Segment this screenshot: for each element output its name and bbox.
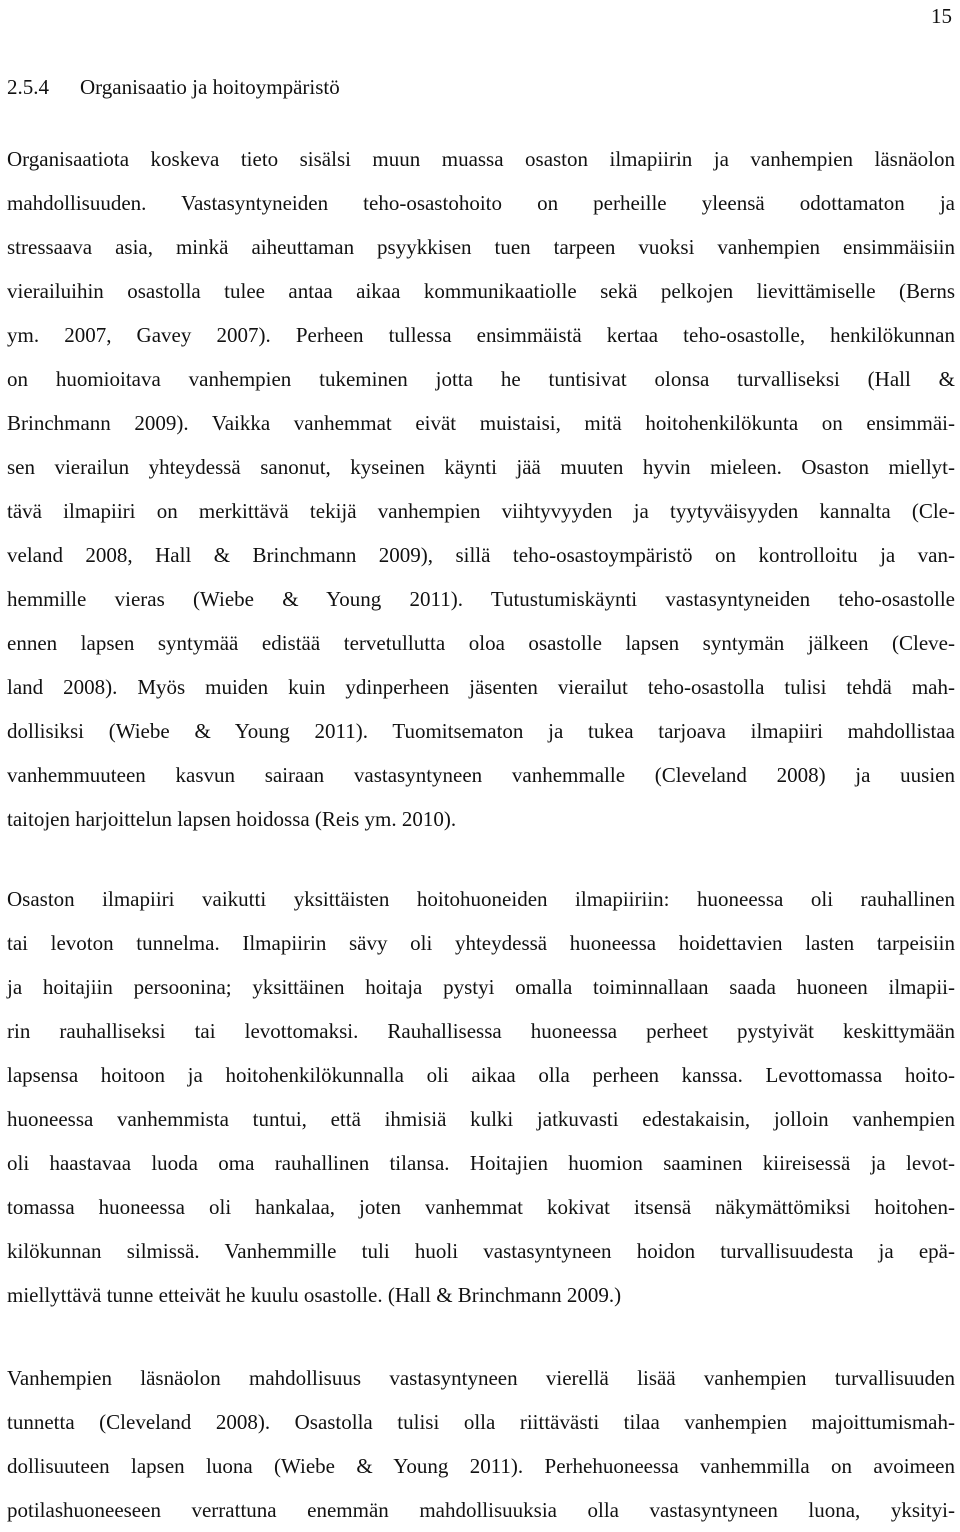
text-line: on huomioitava vanhempien tukeminen jotta he tuntisivat olonsa turvalliseksi (Hall &: [7, 367, 955, 391]
text-line: veland 2008, Hall & Brinchmann 2009), sillä teho-osastoympäristö on kontrolloitu ja van-: [7, 543, 955, 567]
section-number: 2.5.4: [7, 75, 49, 99]
text-line: miellyttävä tunne etteivät he kuulu osastolle. (Hall & Brinchmann 2009.): [7, 1283, 622, 1307]
text-line: dollisuuteen lapsen luona (Wiebe & Young 2011). Perhehuoneessa vanhemmilla on avoimeen: [7, 1454, 955, 1478]
text-line: kilökunnan silmissä. Vanhemmille tuli huoli vastasyntyneen hoidon turvallisuudesta ja epä-: [7, 1239, 955, 1263]
text-line: lapsensa hoitoon ja hoitohenkilökunnalla oli aikaa olla perheen kanssa. Levottomassa hoito-: [7, 1063, 955, 1087]
text-line: vierailuihin osastolla tulee antaa aikaa kommunikaatiolle sekä pelkojen lievittämiselle (Berns: [7, 279, 955, 303]
text-line: ja hoitajiin persoonina; yksittäinen hoitaja pystyi omalla toiminnallaan saada huoneen ilmapii-: [7, 975, 955, 999]
text-line: dollisiksi (Wiebe & Young 2011). Tuomitsematon ja tukea tarjoava ilmapiiri mahdollistaa: [7, 719, 955, 743]
paragraph-atmosphere: [7, 877, 955, 1317]
text-line: rin rauhalliseksi tai levottomaksi. Rauhallisessa huoneessa perheet pystyivät keskittymään: [7, 1019, 955, 1043]
page-number: 15: [931, 4, 952, 28]
text-line: ennen lapsen syntymää edistää tervetullutta oloa osastolle lapsen syntymän jälkeen (Cleve-: [7, 631, 955, 655]
text-line: taitojen harjoittelun lapsen hoidossa (Reis ym. 2010).: [7, 807, 457, 831]
text-line: ym. 2007, Gavey 2007). Perheen tullessa ensimmäistä kertaa teho-osastolle, henkilökunnan: [7, 323, 955, 347]
text-line: stressaava asia, minkä aiheuttaman psyykkisen tuen tarpeen vuoksi vanhempien ensimmäisiin: [7, 235, 955, 259]
text-line: land 2008). Myös muiden kuin ydinperheen jäsenten vierailut teho-osastolla tulisi tehdä mah-: [7, 675, 955, 699]
text-line: tomassa huoneessa oli hankalaa, joten vanhemmat kokivat itsensä näkymättömiksi hoitohen-: [7, 1195, 955, 1219]
text-line: huoneessa vanhemmista tuntui, että ihmisiä kulki jatkuvasti edestakaisin, jolloin vanhempien: [7, 1107, 955, 1131]
section-title: Organisaatio ja hoitoympäristö: [80, 75, 340, 99]
text-line: Osaston ilmapiiri vaikutti yksittäisten hoitohuoneiden ilmapiiriin: huoneessa oli rauhallinen: [7, 887, 955, 911]
section-heading: [7, 72, 340, 102]
text-line: sen vierailun yhteydessä sanonut, kyseinen käynti jää muuten hyvin mieleen. Osaston miellyt-: [7, 455, 955, 479]
paragraph-parent-presence: [7, 1356, 955, 1532]
text-line: tai levoton tunnelma. Ilmapiirin sävy oli yhteydessä huoneessa hoidettavien lasten tarpeisiin: [7, 931, 955, 955]
text-line: Organisaatiota koskeva tieto sisälsi muun muassa osaston ilmapiirin ja vanhempien läsnäolon: [7, 147, 955, 171]
text-line: tunnetta (Cleveland 2008). Osastolla tulisi olla riittävästi tilaa vanhempien majoittumismah-: [7, 1410, 955, 1434]
text-line: Brinchmann 2009). Vaikka vanhemmat eivät muistaisi, mitä hoitohenkilökunta on ensimmäi-: [7, 411, 955, 435]
text-line: Vanhempien läsnäolon mahdollisuus vastasyntyneen vierellä lisää vanhempien turvallisuuden: [7, 1366, 955, 1390]
text-line: hemmille vieras (Wiebe & Young 2011). Tutustumiskäynti vastasyntyneiden teho-osastolle: [7, 587, 955, 611]
text-line: potilashuoneeseen verrattuna enemmän mahdollisuuksia olla vastasyntyneen luona, yksityi-: [7, 1498, 955, 1522]
text-line: mahdollisuuden. Vastasyntyneiden teho-osastohoito on perheille yleensä odottamaton ja: [7, 191, 955, 215]
text-line: vanhemmuuteen kasvun sairaan vastasyntyneen vanhemmalle (Cleveland 2008) ja uusien: [7, 763, 955, 787]
text-line: oli haastavaa luoda oma rauhallinen tilansa. Hoitajien huomion saaminen kiireisessä ja levot-: [7, 1151, 955, 1175]
paragraph-organisation: [7, 137, 955, 841]
text-line: tävä ilmapiiri on merkittävä tekijä vanhempien viihtyvyyden ja tyytyväisyyden kannalta (Cle-: [7, 499, 955, 523]
